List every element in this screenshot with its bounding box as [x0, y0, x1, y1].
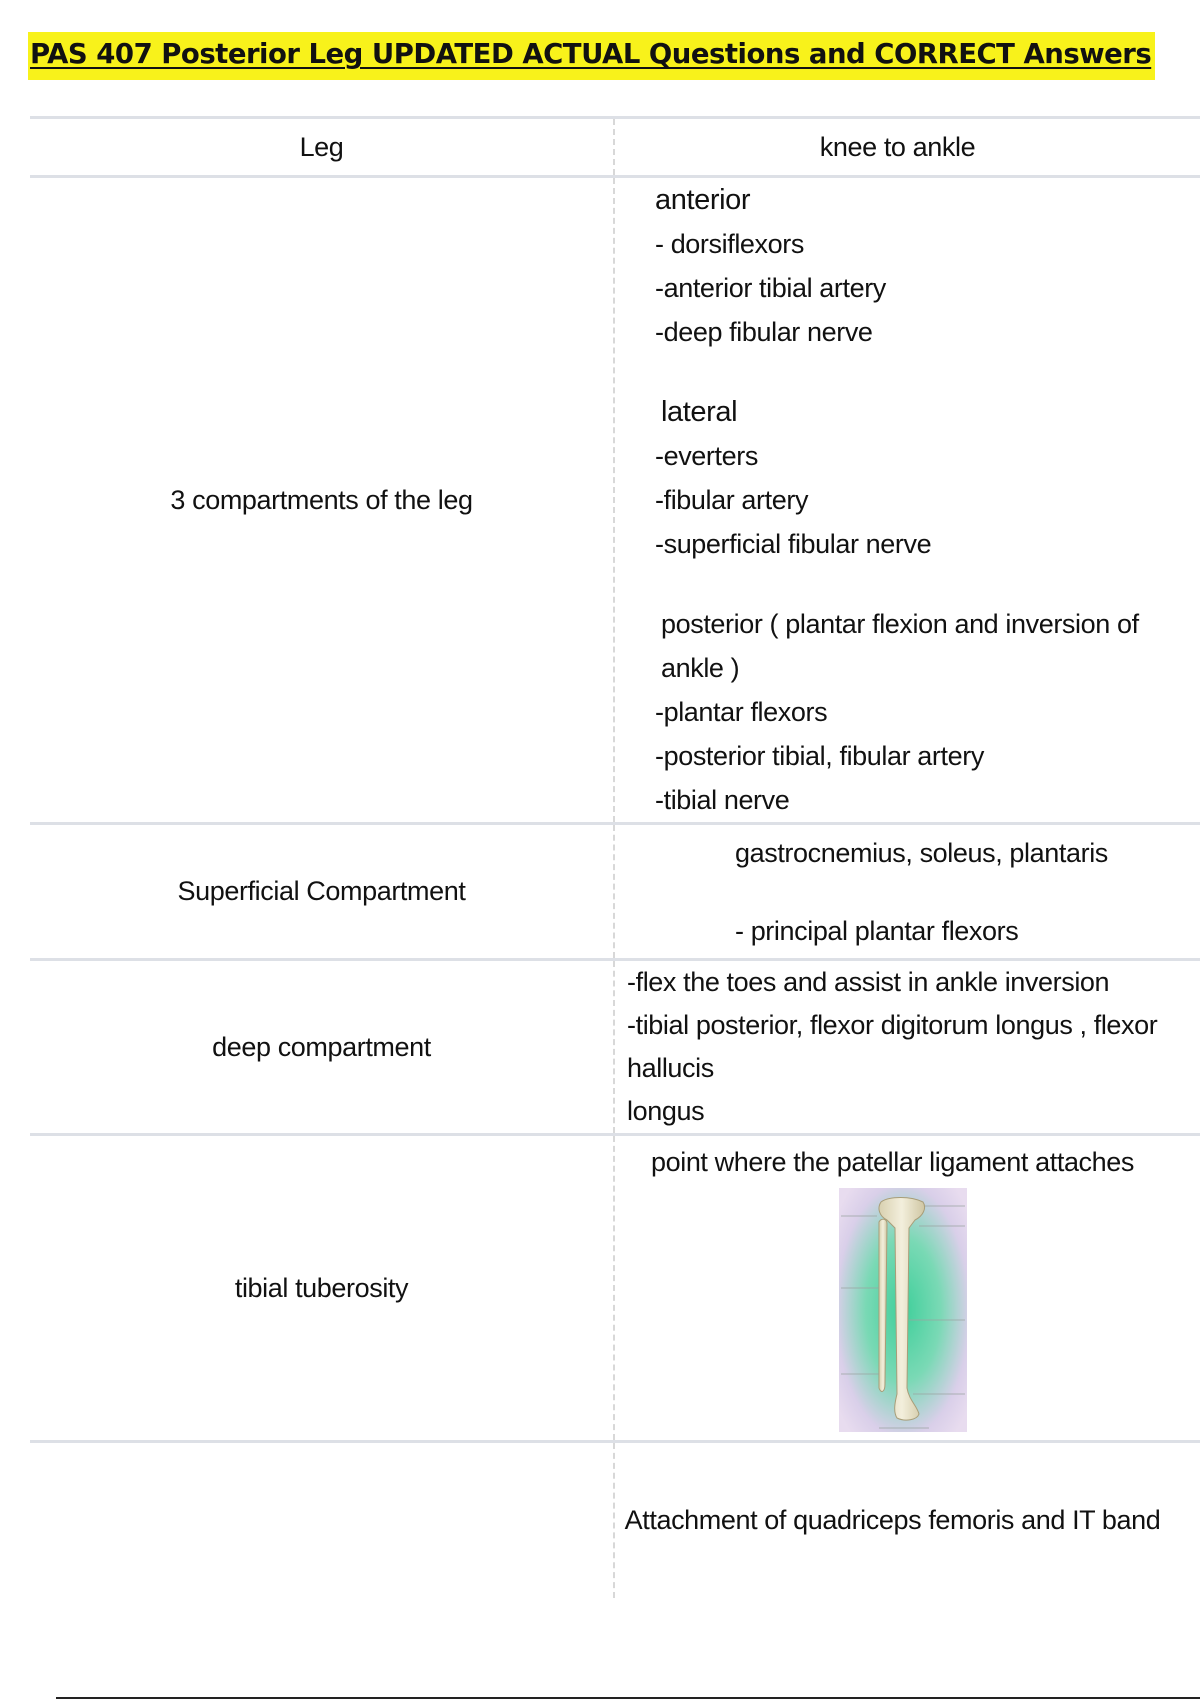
definition-line: longus	[627, 1096, 705, 1126]
table-row	[30, 177, 1200, 824]
table-row	[30, 118, 1200, 177]
compartment-heading-lateral: lateral	[661, 396, 738, 428]
definition-line: -tibial posterior, flexor digitorum longus , flexor hallucis	[627, 1010, 1158, 1083]
definition-cell: knee to ankle	[819, 131, 976, 162]
list-item: -deep fibular nerve	[655, 317, 873, 347]
definition-cell	[614, 1135, 1200, 1442]
list-item: -fibular artery	[655, 485, 809, 515]
definition-cell: Attachment of quadriceps femoris and IT band	[624, 1505, 1161, 1535]
list-item: -tibial nerve	[655, 785, 790, 815]
flashcard-table	[30, 116, 1200, 1598]
term-cell: deep compartment	[30, 960, 614, 1135]
term-cell: Superficial Compartment	[30, 824, 614, 960]
list-item: -everters	[655, 441, 758, 471]
term-cell: Leg	[30, 118, 614, 177]
term-cell	[30, 1442, 614, 1599]
list-item: -superficial fibular nerve	[655, 529, 932, 559]
list-item: -posterior tibial, fibular artery	[655, 741, 984, 771]
compartment-heading-posterior: posterior ( plantar flexion and inversion of ankle )	[661, 609, 1139, 683]
definition-caption: point where the patellar ligament attaches	[650, 1147, 1134, 1177]
term-cell: 3 compartments of the leg	[30, 177, 614, 824]
footer-divider	[56, 1697, 1200, 1699]
definition-cell	[614, 177, 1200, 824]
tibia-bone-illustration	[839, 1188, 967, 1432]
table-row	[30, 824, 1200, 960]
document-title: PAS 407 Posterior Leg UPDATED ACTUAL Questions and CORRECT Answers	[28, 32, 1155, 80]
definition-line: gastrocnemius, soleus, plantaris	[735, 837, 1108, 868]
table-row	[30, 1442, 1200, 1599]
definition-line: -flex the toes and assist in ankle inversion	[627, 967, 1110, 997]
compartment-heading-anterior: anterior	[655, 184, 751, 216]
table-row	[30, 960, 1200, 1135]
list-item: -anterior tibial artery	[655, 273, 886, 303]
definition-line: - principal plantar flexors	[735, 915, 1019, 946]
list-item: - dorsiflexors	[655, 229, 804, 259]
definition-cell	[614, 960, 1200, 1135]
definition-cell	[614, 824, 1200, 960]
list-item: -plantar flexors	[655, 697, 828, 727]
term-cell: tibial tuberosity	[30, 1135, 614, 1442]
table-row	[30, 1135, 1200, 1442]
